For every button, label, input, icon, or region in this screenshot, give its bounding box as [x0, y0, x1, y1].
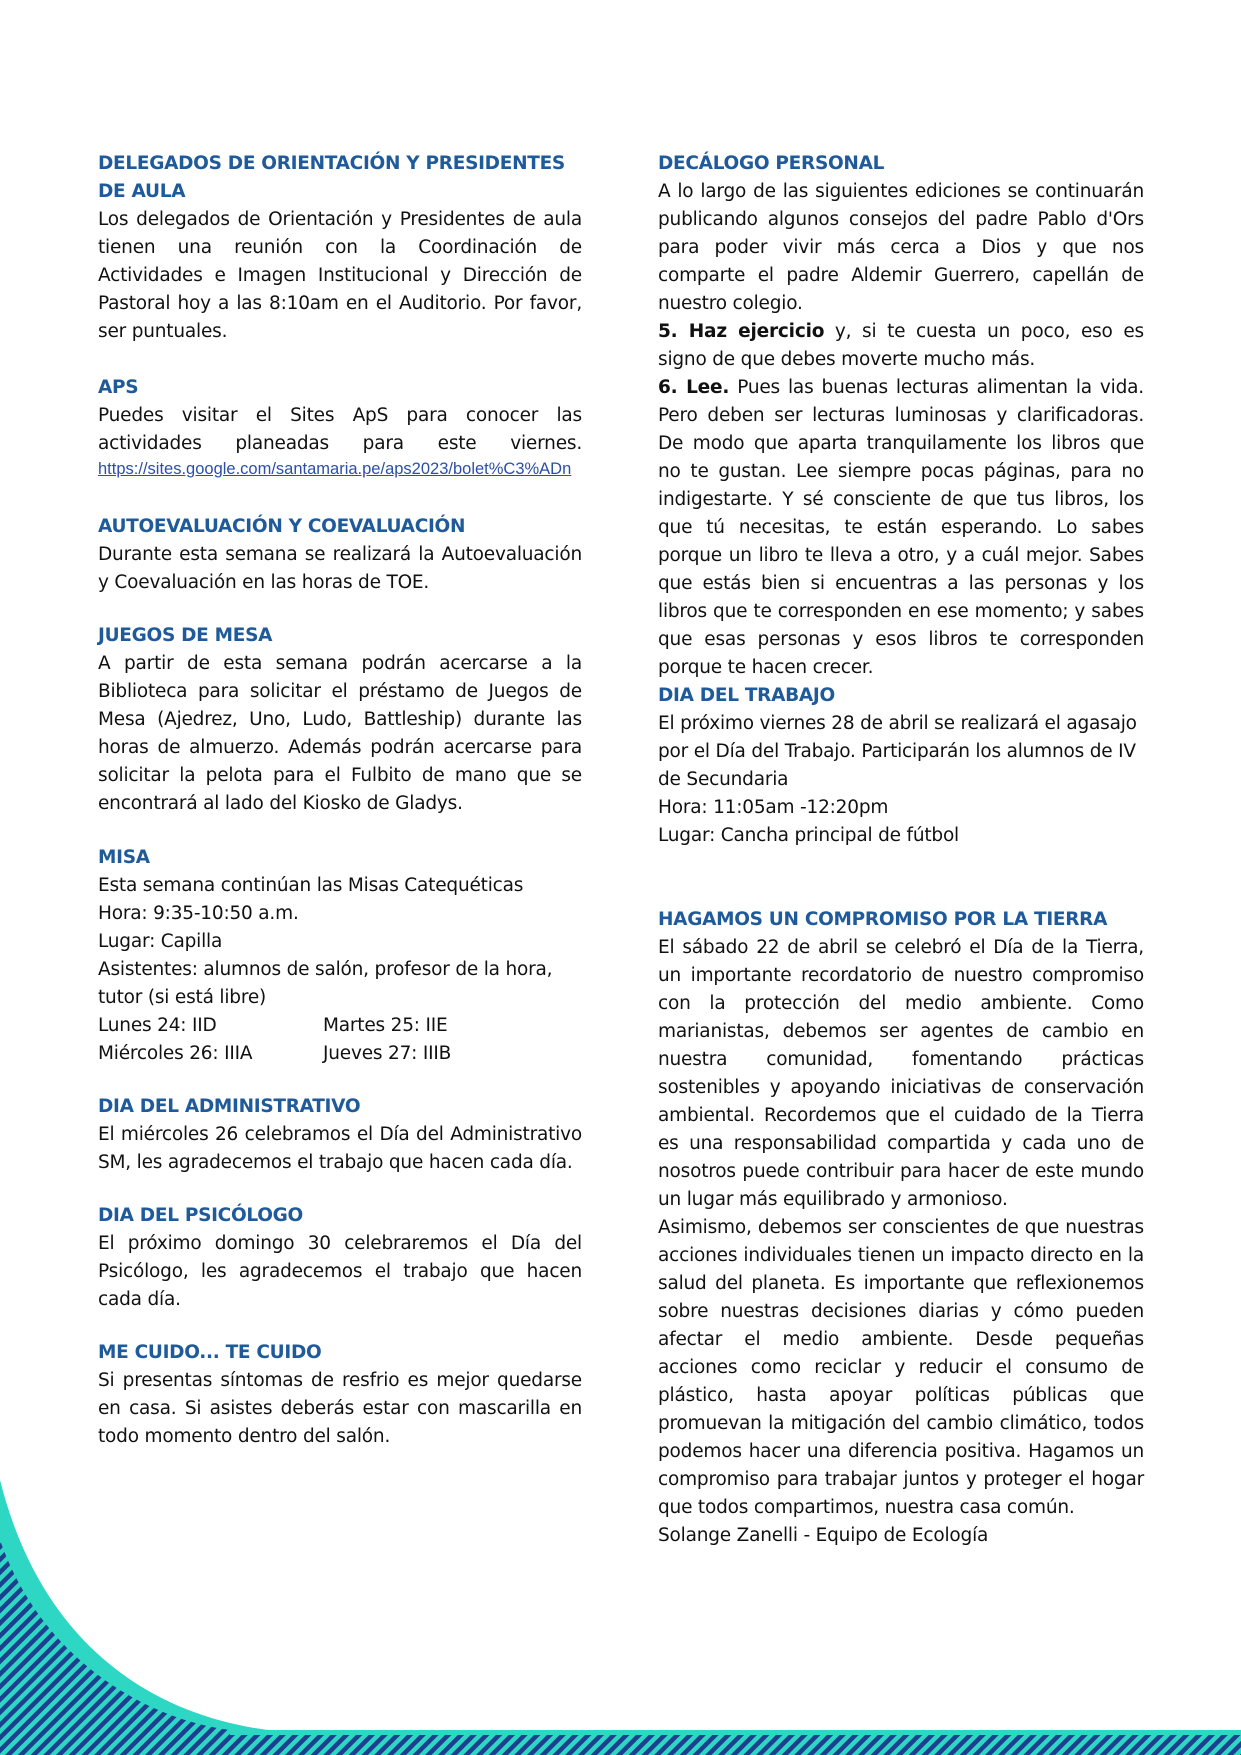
item-text: y, si te cuesta un poco, eso es signo de que debes moverte mucho más.	[658, 321, 1144, 370]
section-title: DELEGADOS DE ORIENTACIÓN Y PRESIDENTES DE AULA	[98, 153, 565, 202]
schedule-item: Miércoles 26: IIIA	[98, 1043, 253, 1064]
section-psicologo	[98, 1202, 582, 1314]
item-text: Pues las buenas lecturas alimentan la vida. Pero deben ser lecturas luminosas y clarificadoras. De modo que aparta tranquilamente los libros que no te gustan. Lee siempre pocas páginas, para no indigestarte. Y sé consciente de que tus libros, los que tú necesitas, te están esperando. Lo sabes porque un libro te lleva a otro, y a cuál mejor. Sabes que estás bien si encuentras a las personas y los libros que te corresponden en ese momento; y sabes que esas personas y esos libros te corresponden porque te hacen crecer.	[658, 377, 1144, 678]
section-body: Durante esta semana se realizará la Autoevaluación y Coevaluación en las horas de TOE.	[98, 544, 582, 593]
section-cuido	[98, 1339, 582, 1451]
trabajo-body: El próximo viernes 28 de abril se realizará el agasajo por el Día del Trabajo. Participarán los alumnos de IV de Secundaria	[658, 713, 1137, 790]
section-juegos	[98, 622, 582, 818]
section-body: El miércoles 26 celebramos el Día del Administrativo SM, les agradecemos el trabajo que hacen cada día.	[98, 1124, 582, 1173]
decalogo-item-5	[658, 318, 1144, 374]
section-title: DECÁLOGO PERSONAL	[658, 153, 885, 174]
schedule-item: Lunes 24: IID	[98, 1015, 217, 1036]
misa-time: Hora: 9:35-10:50 a.m.	[98, 903, 299, 924]
section-body: Si presentas síntomas de resfrio es mejor quedarse en casa. Si asistes deberás estar con mascarilla en todo momento dentro del salón.	[98, 1370, 582, 1447]
item-number: 6. Lee.	[658, 377, 730, 398]
section-title: DIA DEL PSICÓLOGO	[98, 1205, 303, 1226]
section-autoevaluacion	[98, 513, 582, 597]
section-title: MISA	[98, 847, 150, 868]
tierra-paragraph-2: Asimismo, debemos ser conscientes de que nuestras acciones individuales tienen un impacto directo en la salud del planeta. Es importante que reflexionemos sobre nuestras decisiones diarias y cómo pueden afectar el medio ambiente. Desde pequeñas acciones como reciclar y reducir el consumo de plástico, hasta apoyar políticas públicas que promuevan la mitigación del cambio climático, todos podemos hacer una diferencia positiva. Hagamos un compromiso para trabajar juntos y proteger el hogar que todos compartimos, nuestra casa común.	[658, 1217, 1144, 1518]
section-body: El próximo domingo 30 celebraremos el Día del Psicólogo, les agradecemos el trabajo que hacen cada día.	[98, 1233, 582, 1310]
left-column	[98, 150, 582, 1451]
section-title: APS	[98, 377, 139, 398]
section-administrativo	[98, 1093, 582, 1177]
misa-place: Lugar: Capilla	[98, 931, 223, 952]
section-body: A partir de esta semana podrán acercarse a la Biblioteca para solicitar el préstamo de Juegos de Mesa (Ajedrez, Uno, Ludo, Battleship) durante las horas de almuerzo. Además podrán acercarse para solicitar la pelota para el Fulbito de mano que se encontrará al lado del Kiosko de Gladys.	[98, 653, 582, 814]
section-title: HAGAMOS UN COMPROMISO POR LA TIERRA	[658, 909, 1108, 930]
section-title: ME CUIDO... TE CUIDO	[98, 1342, 322, 1363]
aps-link[interactable]: https://sites.google.com/santamaria.pe/aps2023/bolet%C3%ADn	[98, 460, 572, 478]
right-column	[658, 150, 1144, 1550]
section-decalogo	[658, 150, 1144, 682]
section-title: AUTOEVALUACIÓN Y COEVALUACIÓN	[98, 516, 466, 537]
section-body: Los delegados de Orientación y Presidentes de aula tienen una reunión con la Coordinación de Actividades e Imagen Institucional y Dirección de Pastoral hoy a las 8:10am en el Auditorio. Por favor, ser puntuales.	[98, 209, 582, 342]
corner-wave-decoration	[0, 1480, 1241, 1755]
misa-attendees: Asistentes: alumnos de salón, profesor de la hora, tutor (si está libre)	[98, 959, 553, 1008]
section-tierra	[658, 906, 1144, 1550]
section-aps	[98, 374, 582, 481]
tierra-paragraph-1: El sábado 22 de abril se celebró el Día de la Tierra, un importante recordatorio de nuestro compromiso con la protección del medio ambiente. Como marianistas, debemos ser agentes de cambio en nuestra comunidad, fomentando prácticas sostenibles y apoyando iniciativas de conservación ambiental. Recordemos que el cuidado de la Tierra es una responsabilidad compartida y cada uno de nosotros puede contribuir para hacer de este mundo un lugar más equilibrado y armonioso.	[658, 937, 1144, 1210]
section-misa	[98, 844, 582, 1068]
trabajo-place: Lugar: Cancha principal de fútbol	[658, 825, 959, 846]
section-title: DIA DEL ADMINISTRATIVO	[98, 1096, 361, 1117]
section-title: JUEGOS DE MESA	[98, 625, 273, 646]
tierra-signature: Solange Zanelli - Equipo de Ecología	[658, 1525, 989, 1546]
misa-schedule	[98, 1012, 582, 1068]
trabajo-time: Hora: 11:05am -12:20pm	[658, 797, 889, 818]
misa-line: Esta semana continúan las Misas Catequéticas	[98, 875, 524, 896]
decalogo-intro: A lo largo de las siguientes ediciones se continuarán publicando algunos consejos del padre Pablo d'Ors para poder vivir más cerca a Dios y que nos comparte el padre Aldemir Guerrero, capellán de nuestro colegio.	[658, 181, 1144, 314]
section-title: DIA DEL TRABAJO	[658, 685, 835, 706]
schedule-item: Jueves 27: IIIB	[323, 1043, 452, 1064]
section-delegados	[98, 150, 582, 346]
decalogo-item-6	[658, 374, 1144, 682]
section-trabajo	[658, 682, 1144, 850]
section-body: Puedes visitar el Sites ApS para conocer las actividades planeadas para este viernes.	[98, 405, 582, 454]
item-number: 5. Haz ejercicio	[658, 321, 825, 342]
schedule-item: Martes 25: IIE	[323, 1015, 448, 1036]
